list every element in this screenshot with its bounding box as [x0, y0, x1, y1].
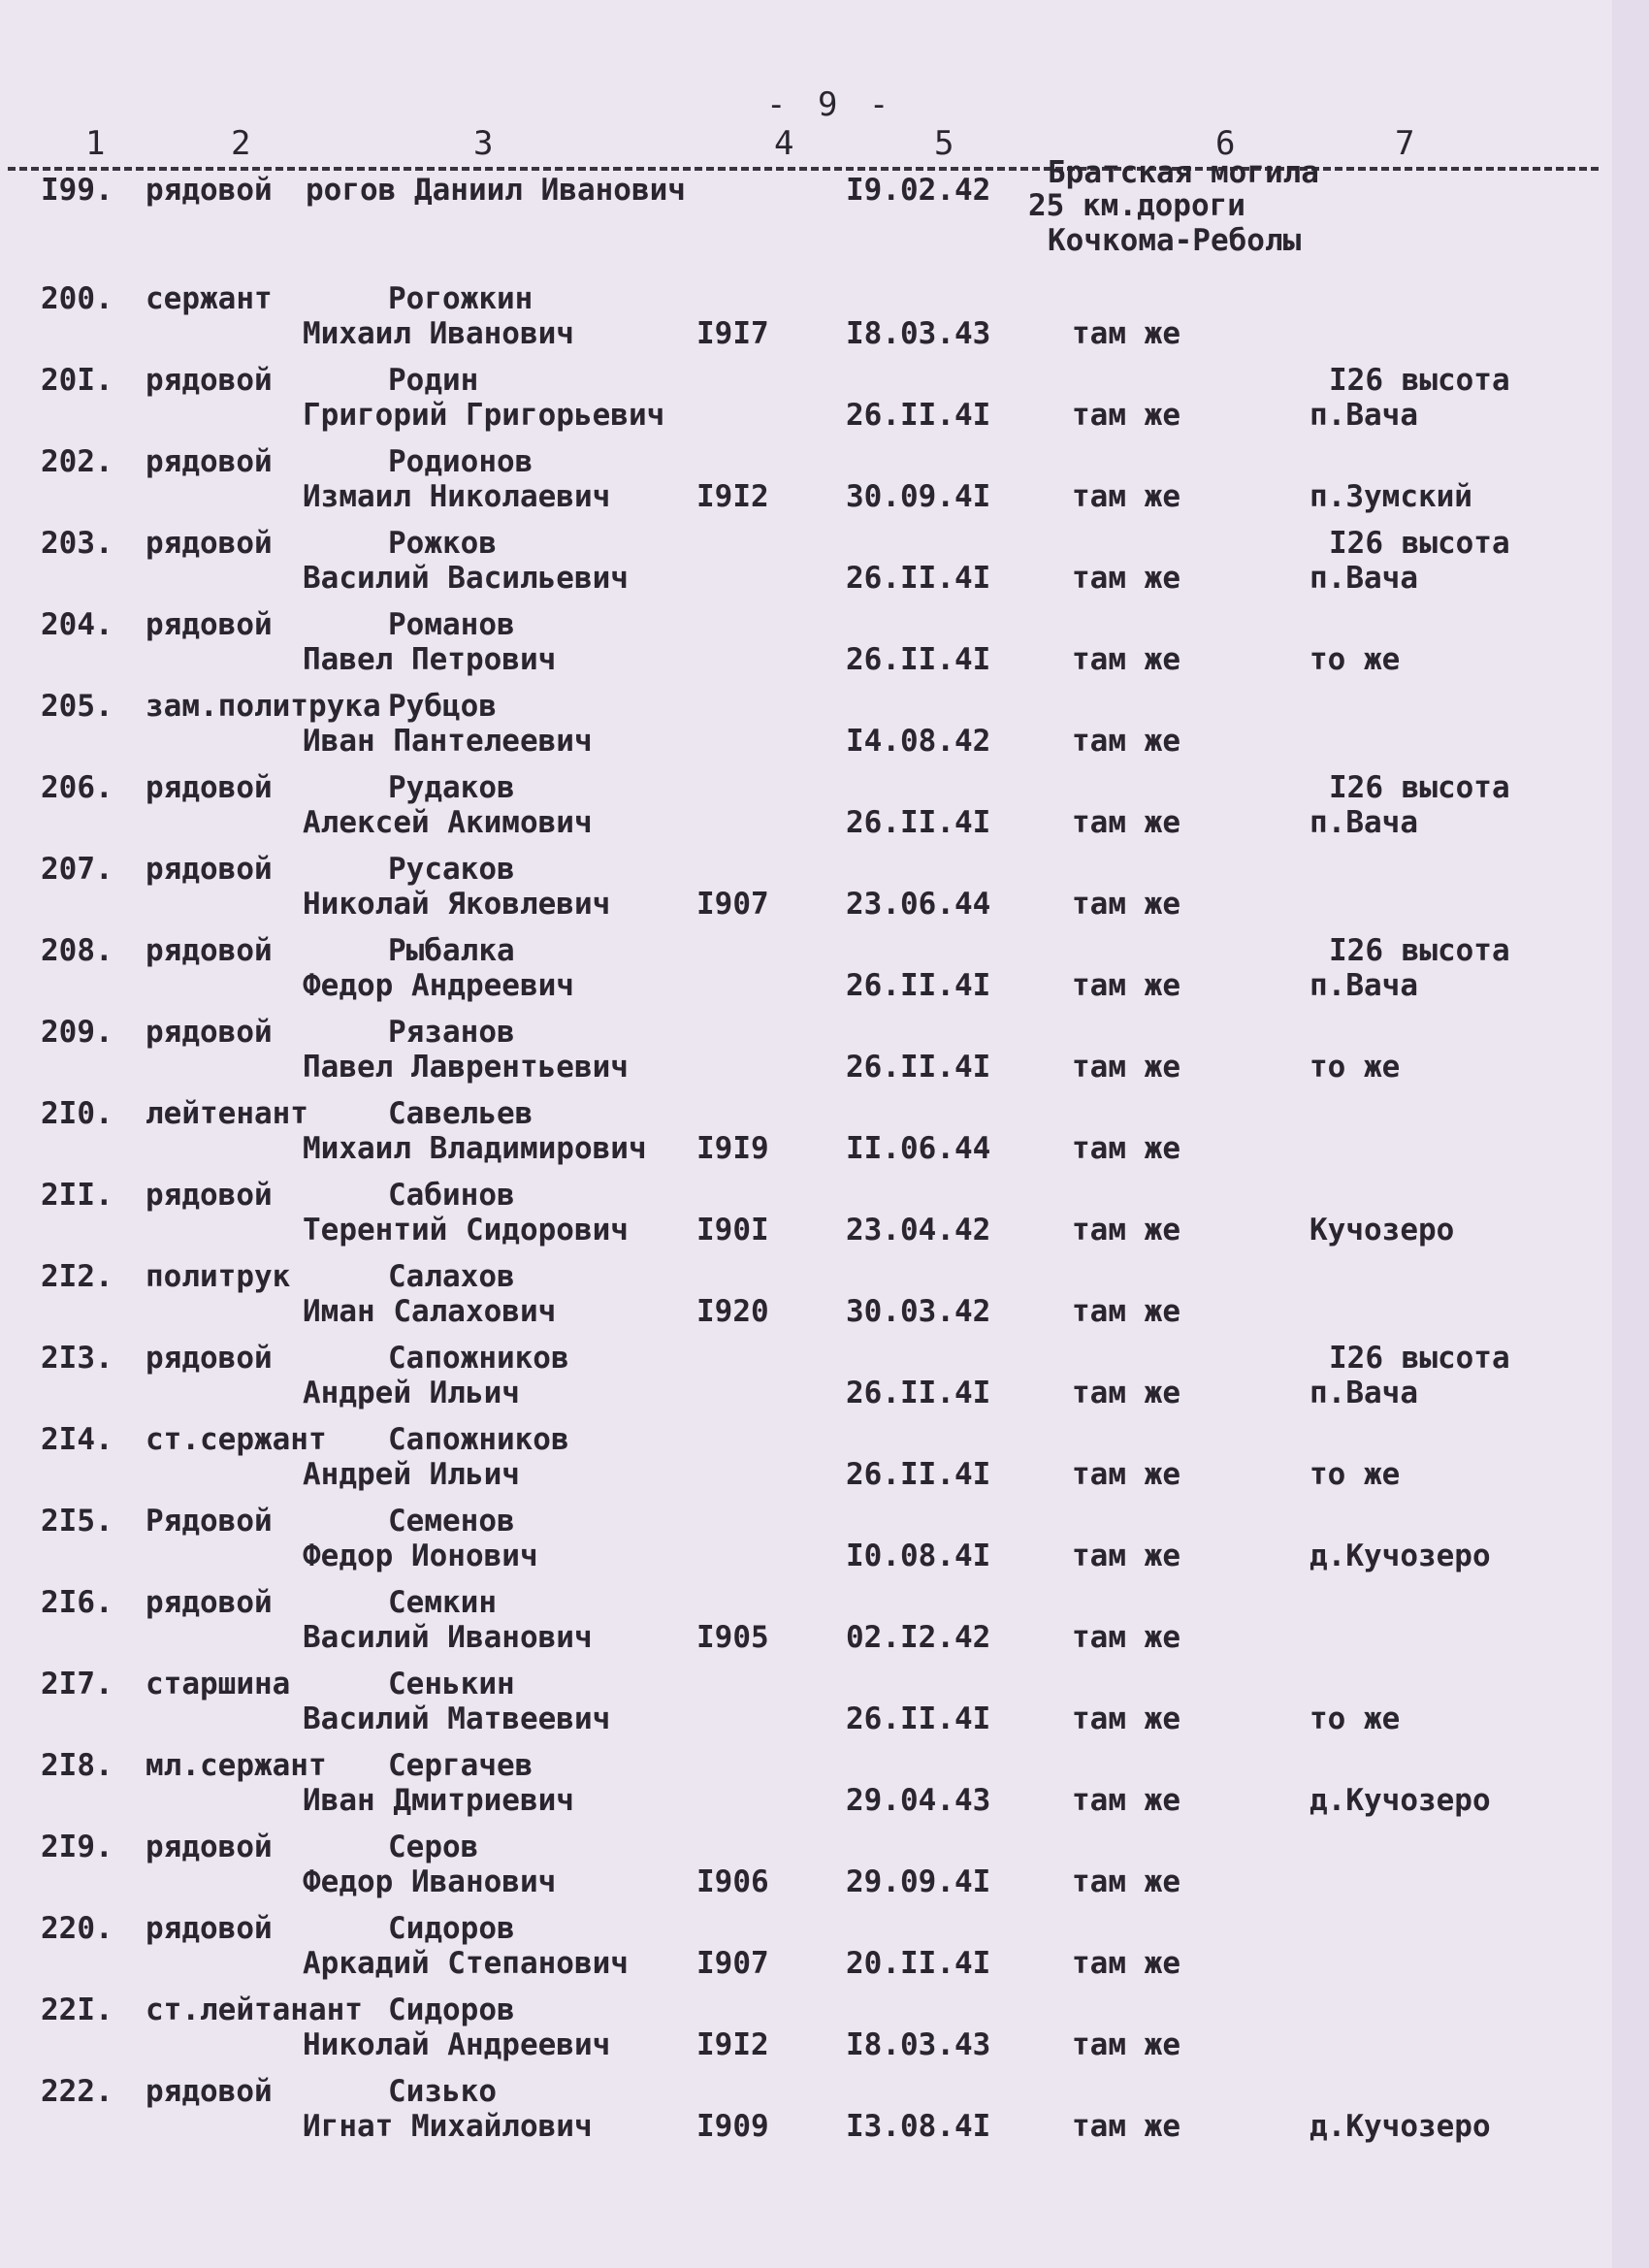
entry-surname: Серов — [388, 1830, 479, 1864]
entry-date: 29.09.4I — [846, 1864, 991, 1899]
entry-surname: Рудаков — [388, 770, 515, 805]
entry-date: 26.II.4I — [846, 398, 991, 433]
entry-rank: рядовой — [146, 1341, 273, 1376]
entry-given-name: Иман Салахович — [303, 1294, 557, 1329]
entry-note: I26 высота — [1329, 933, 1510, 968]
entry-number: 2I7. — [41, 1667, 113, 1701]
entry-surname: Романов — [388, 607, 515, 642]
entry-given-name: Андрей Ильич — [303, 1457, 520, 1492]
entry-burial: там же — [1072, 1457, 1180, 1492]
entry-burial: там же — [1072, 1620, 1180, 1655]
entry-number: 22I. — [41, 1993, 113, 2027]
entry-rank: рядовой — [146, 852, 273, 887]
entry-number: 222. — [41, 2074, 113, 2109]
entry-note: то же — [1310, 1701, 1401, 1736]
entry-name: рогов Даниил Иванович — [306, 173, 686, 208]
entry-burial: там же — [1072, 1050, 1180, 1085]
entry-given-name: Григорий Григорьевич — [303, 398, 665, 433]
entry-date: 23.04.42 — [846, 1213, 991, 1247]
entry-given-name: Василий Матвеевич — [303, 1701, 611, 1736]
entry-date: 20.II.4I — [846, 1946, 991, 1981]
table-row — [0, 1259, 1612, 1341]
entry-date: 29.04.43 — [846, 1783, 991, 1818]
table-row — [0, 607, 1612, 689]
page-number: - 9 - — [766, 85, 895, 124]
entry-burial: там же — [1072, 1376, 1180, 1410]
entry-date: 26.II.4I — [846, 561, 991, 596]
entry-number: 200. — [41, 281, 113, 316]
entry-given-name: Василий Васильевич — [303, 561, 629, 596]
entry-birth-year: I90I — [696, 1213, 769, 1247]
entry-number: 206. — [41, 770, 113, 805]
entry-given-name: Павел Лаврентьевич — [303, 1050, 629, 1085]
entry-rank: рядовой — [146, 444, 273, 479]
entry-note: п.Вача — [1310, 561, 1418, 596]
entry-date: 26.II.4I — [846, 968, 991, 1003]
table-row — [0, 2074, 1612, 2155]
entry-date: I4.08.42 — [846, 724, 991, 759]
entry-rank: рядовой — [146, 173, 273, 208]
entry-surname: Рубцов — [388, 689, 497, 724]
table-row — [0, 1341, 1612, 1422]
entry-surname: Сергачев — [388, 1748, 534, 1783]
table-row — [0, 1830, 1612, 1911]
entry-number: 202. — [41, 444, 113, 479]
entry-birth-year: I907 — [696, 887, 769, 922]
entry-burial: там же — [1072, 1213, 1180, 1247]
column-number: 2 — [231, 124, 251, 163]
entry-note: д.Кучозеро — [1310, 1539, 1491, 1573]
entry-surname: Родин — [388, 363, 479, 398]
entry-given-name: Игнат Михайлович — [303, 2109, 593, 2144]
entry-date: 23.06.44 — [846, 887, 991, 922]
entry-burial: там же — [1072, 479, 1180, 514]
table-row — [0, 1911, 1612, 1993]
entry-given-name: Михаил Иванович — [303, 316, 574, 351]
entry-number: 204. — [41, 607, 113, 642]
entry-rank: рядовой — [146, 1178, 273, 1213]
entry-birth-year: I907 — [696, 1946, 769, 1981]
entry-note: I26 высота — [1329, 770, 1510, 805]
entry-date: 26.II.4I — [846, 1376, 991, 1410]
table-row — [0, 281, 1612, 363]
entry-rank: мл.сержант — [146, 1748, 327, 1783]
entry-date: I8.03.43 — [846, 316, 991, 351]
entry-given-name: Федор Андреевич — [303, 968, 574, 1003]
entry-given-name: Алексей Акимович — [303, 805, 593, 840]
table-row — [0, 770, 1612, 852]
entry-surname: Сабинов — [388, 1178, 515, 1213]
entry-number: 2I8. — [41, 1748, 113, 1783]
entry-note: д.Кучозеро — [1310, 2109, 1491, 2144]
entry-number: 203. — [41, 526, 113, 561]
burial-line: 25 км.дороги — [1028, 188, 1245, 223]
entry-note: то же — [1310, 1457, 1401, 1492]
entry-rank: рядовой — [146, 1911, 273, 1946]
entry-number: 2I3. — [41, 1341, 113, 1376]
entry-burial: там же — [1072, 887, 1180, 922]
entry-surname: Сидоров — [388, 1911, 515, 1946]
entry-given-name: Федор Иванович — [303, 1864, 557, 1899]
entry-number: 2I5. — [41, 1504, 113, 1539]
column-number-header — [8, 118, 1599, 171]
entry-burial: там же — [1072, 1539, 1180, 1573]
entry-burial: там же — [1072, 1864, 1180, 1899]
entry-surname: Русаков — [388, 852, 515, 887]
entry-given-name: Иван Пантелеевич — [303, 724, 593, 759]
entry-number: 2I6. — [41, 1585, 113, 1620]
table-row — [0, 1667, 1612, 1748]
entry-surname: Сапожников — [388, 1341, 569, 1376]
burial-line: Кочкома-Реболы — [1048, 223, 1302, 258]
entry-given-name: Василий Иванович — [303, 1620, 593, 1655]
entry-rank: рядовой — [146, 933, 273, 968]
entry-rank: ст.сержант — [146, 1422, 327, 1457]
entry-date: 26.II.4I — [846, 642, 991, 677]
entry-number: 220. — [41, 1911, 113, 1946]
table-row — [0, 363, 1612, 444]
entry-note: п.Вача — [1310, 1376, 1418, 1410]
entry-date: I0.08.4I — [846, 1539, 991, 1573]
table-row — [0, 444, 1612, 526]
entry-surname: Рогожкин — [388, 281, 534, 316]
table-row — [0, 526, 1612, 607]
entry-note: то же — [1310, 642, 1401, 677]
entry-burial: там же — [1072, 398, 1180, 433]
entry-number: 2I4. — [41, 1422, 113, 1457]
entry-date: II.06.44 — [846, 1131, 991, 1166]
entry-number: 208. — [41, 933, 113, 968]
entry-burial: там же — [1072, 561, 1180, 596]
entry-rank: Рядовой — [146, 1504, 273, 1539]
entry-burial: там же — [1072, 1131, 1180, 1166]
entry-number: 2II. — [41, 1178, 113, 1213]
entry-rank: старшина — [146, 1667, 291, 1701]
entry-note: д.Кучозеро — [1310, 1783, 1491, 1818]
entry-date: 02.I2.42 — [846, 1620, 991, 1655]
entry-given-name: Измаил Николаевич — [303, 479, 611, 514]
entry-burial: там же — [1072, 316, 1180, 351]
entry-note: п.Вача — [1310, 398, 1418, 433]
entry-note: I26 высота — [1329, 526, 1510, 561]
table-row — [0, 1993, 1612, 2074]
entry-date: I9.02.42 — [846, 173, 991, 208]
entry-rank: рядовой — [146, 1585, 273, 1620]
entry-birth-year: I9I2 — [696, 2027, 769, 2062]
entry-rank: рядовой — [146, 2074, 273, 2109]
entry-date: 30.09.4I — [846, 479, 991, 514]
entry-rank: рядовой — [146, 1015, 273, 1050]
entry-rank: рядовой — [146, 1830, 273, 1864]
entry-rank: ст.лейтанант — [146, 1993, 363, 2027]
entry-burial: там же — [1072, 968, 1180, 1003]
entry-given-name: Михаил Владимирович — [303, 1131, 647, 1166]
entry-burial: там же — [1072, 2109, 1180, 2144]
entry-burial: там же — [1072, 642, 1180, 677]
table-row — [0, 1096, 1612, 1178]
entry-surname: Семенов — [388, 1504, 515, 1539]
column-number: 7 — [1395, 124, 1415, 163]
entry-number: 2I9. — [41, 1830, 113, 1864]
entry-note: п.Вача — [1310, 805, 1418, 840]
entry-given-name: Терентий Сидорович — [303, 1213, 629, 1247]
entry-burial: там же — [1072, 805, 1180, 840]
entry-burial: там же — [1072, 2027, 1180, 2062]
entry-rank: рядовой — [146, 607, 273, 642]
entry-surname: Салахов — [388, 1259, 515, 1294]
entry-date: 26.II.4I — [846, 805, 991, 840]
entry-birth-year: I920 — [696, 1294, 769, 1329]
column-number: 5 — [934, 124, 954, 163]
entry-surname: Сидоров — [388, 1993, 515, 2027]
entry-note: I26 высота — [1329, 363, 1510, 398]
entry-number: 207. — [41, 852, 113, 887]
table-row — [0, 933, 1612, 1015]
entry-date: I8.03.43 — [846, 2027, 991, 2062]
table-row — [0, 1422, 1612, 1504]
table-row — [0, 1015, 1612, 1096]
entry-burial: там же — [1072, 724, 1180, 759]
entry-number: I99. — [41, 173, 113, 208]
entry-burial: там же — [1072, 1294, 1180, 1329]
table-row — [0, 1178, 1612, 1259]
entry-date: 26.II.4I — [846, 1050, 991, 1085]
entry-note: Кучозеро — [1310, 1213, 1455, 1247]
entry-given-name: Аркадий Степанович — [303, 1946, 629, 1981]
entry-surname: Сапожников — [388, 1422, 569, 1457]
entry-surname: Сенькин — [388, 1667, 515, 1701]
column-number: 6 — [1215, 124, 1236, 163]
table-row — [0, 1504, 1612, 1585]
column-number: 1 — [85, 124, 106, 163]
entry-surname: Сизько — [388, 2074, 497, 2109]
entry-given-name: Андрей Ильич — [303, 1376, 520, 1410]
column-number: 4 — [774, 124, 794, 163]
entry-rank: лейтенант — [146, 1096, 308, 1131]
table-row — [0, 155, 1612, 279]
table-row — [0, 1748, 1612, 1830]
entry-rank: зам.политрука — [146, 689, 381, 724]
entry-date: 26.II.4I — [846, 1457, 991, 1492]
entry-given-name: Николай Яковлевич — [303, 887, 611, 922]
entry-given-name: Федор Ионович — [303, 1539, 538, 1573]
entry-rank: сержант — [146, 281, 273, 316]
entry-number: 2I0. — [41, 1096, 113, 1131]
entry-burial: там же — [1072, 1701, 1180, 1736]
table-row — [0, 1585, 1612, 1667]
entry-birth-year: I9I2 — [696, 479, 769, 514]
entry-number: 205. — [41, 689, 113, 724]
entry-rank: рядовой — [146, 770, 273, 805]
entry-birth-year: I905 — [696, 1620, 769, 1655]
entry-birth-year: I909 — [696, 2109, 769, 2144]
entry-rank: рядовой — [146, 526, 273, 561]
entry-surname: Семкин — [388, 1585, 497, 1620]
entry-surname: Рыбалка — [388, 933, 515, 968]
entry-rank: политрук — [146, 1259, 291, 1294]
entry-date: 30.03.42 — [846, 1294, 991, 1329]
entry-surname: Родионов — [388, 444, 534, 479]
entry-surname: Рожков — [388, 526, 497, 561]
entry-date: 26.II.4I — [846, 1701, 991, 1736]
entry-number: 209. — [41, 1015, 113, 1050]
entry-birth-year: I9I9 — [696, 1131, 769, 1166]
table-row — [0, 689, 1612, 770]
entry-note: п.Вача — [1310, 968, 1418, 1003]
entry-given-name: Павел Петрович — [303, 642, 557, 677]
entry-number: 2I2. — [41, 1259, 113, 1294]
entry-surname: Рязанов — [388, 1015, 515, 1050]
entry-given-name: Иван Дмитриевич — [303, 1783, 574, 1818]
entry-rank: рядовой — [146, 363, 273, 398]
entry-date: I3.08.4I — [846, 2109, 991, 2144]
entry-note: п.Зумский — [1310, 479, 1472, 514]
entry-birth-year: I906 — [696, 1864, 769, 1899]
entry-given-name: Николай Андреевич — [303, 2027, 611, 2062]
table-row — [0, 852, 1612, 933]
entry-birth-year: I9I7 — [696, 316, 769, 351]
entry-burial: там же — [1072, 1946, 1180, 1981]
column-number: 3 — [473, 124, 494, 163]
entry-burial: там же — [1072, 1783, 1180, 1818]
entry-note: I26 высота — [1329, 1341, 1510, 1376]
burial-line: Братская могила — [1048, 155, 1319, 190]
entry-surname: Савельев — [388, 1096, 534, 1131]
entry-note: то же — [1310, 1050, 1401, 1085]
entry-number: 20I. — [41, 363, 113, 398]
